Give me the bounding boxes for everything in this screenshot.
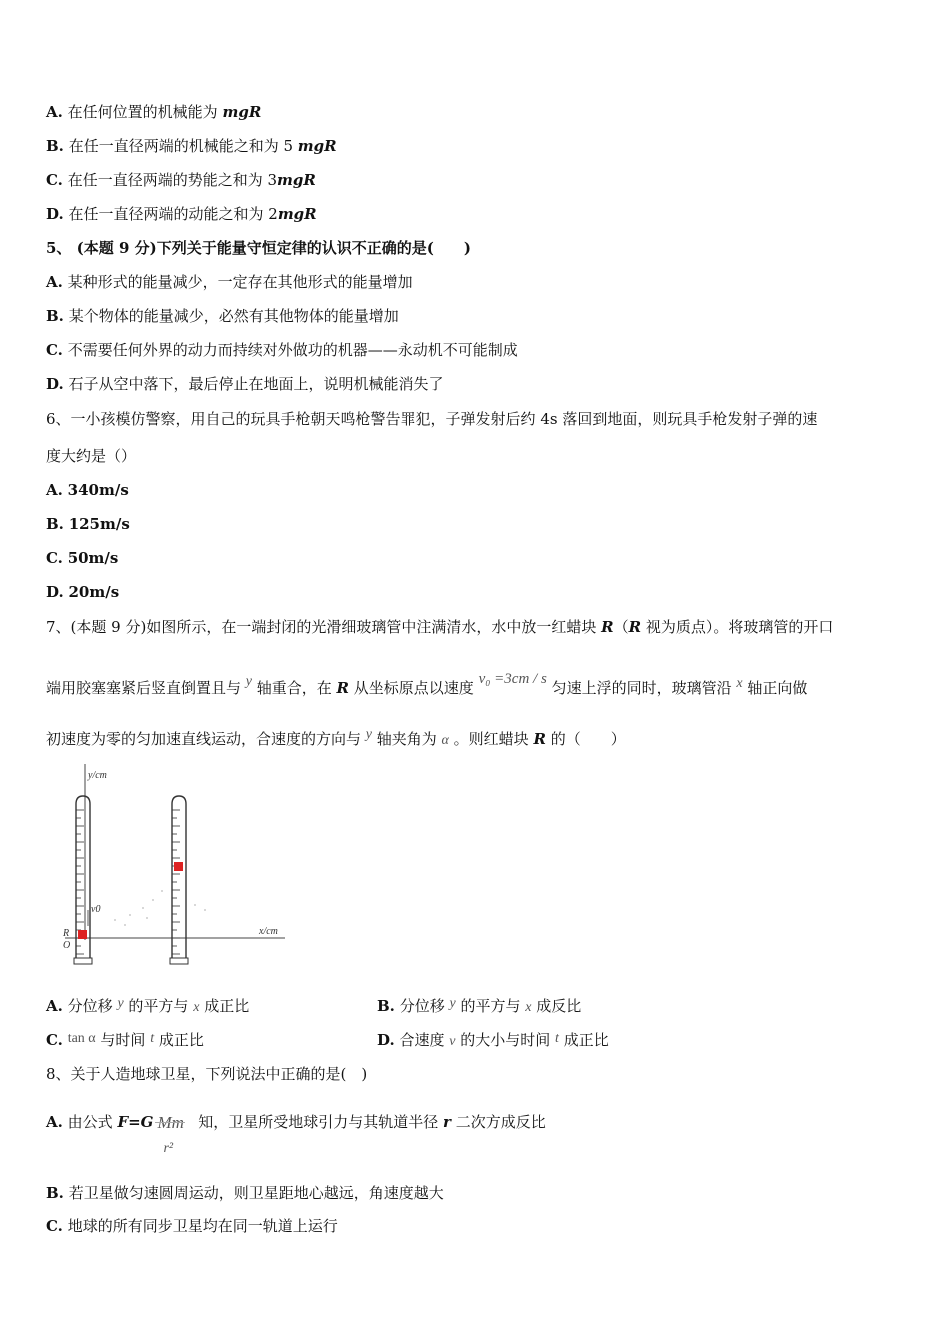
q7-option-c: C. tan α 与时间 t 成正比 bbox=[46, 1031, 204, 1049]
q5-option-d: D. 石子从空中落下，最后停止在地面上，说明机械能消失了 bbox=[46, 375, 444, 393]
q7-figure-glass-tubes bbox=[55, 760, 295, 970]
q8-stem: 8、关于人造地球卫星，下列说法中正确的是( ) bbox=[46, 1065, 368, 1083]
q7-stem-line2: 端用胶塞塞紧后竖直倒置且与 y 轴重合，在 R 从坐标原点以速度 v₀ =3cm / s 匀速上浮的同时，玻璃管沿 x 轴正向做 bbox=[46, 671, 808, 697]
y-axis-label: y/cm bbox=[88, 770, 107, 781]
origin-label: O bbox=[63, 940, 71, 951]
trajectory-dots bbox=[114, 890, 206, 926]
q6-stem-line2: 度大约是（） bbox=[46, 447, 137, 465]
red-wax-block-start bbox=[78, 930, 87, 939]
q4-option-a: A. 在任何位置的机械能为 mgR bbox=[46, 103, 262, 121]
q4-option-b: B. 在任一直径两端的机械能之和为 5 mgR bbox=[46, 137, 337, 155]
q5-stem: 5、 (本题 9 分)下列关于能量守恒定律的认识不正确的是( ) bbox=[46, 239, 471, 257]
q7-option-a: A. 分位移 y 的平方与 x 成正比 bbox=[46, 996, 250, 1015]
q6-option-d: D. 20m/s bbox=[46, 583, 120, 601]
q8-option-b: B. 若卫星做匀速圆周运动，则卫星距地心越远，角速度越大 bbox=[46, 1184, 444, 1202]
q5-option-b: B. 某个物体的能量减少，必然有其他物体的能量增加 bbox=[46, 307, 399, 325]
q8-option-a: A. 由公式 F=G Mm r² 知，卫星所受地球引力与其轨道半径 r 二次方成反比 bbox=[46, 1098, 546, 1147]
glass-tube-right bbox=[170, 796, 188, 964]
gravitation-fraction: Mm r² bbox=[157, 1113, 184, 1156]
red-wax-block-moved bbox=[174, 862, 183, 871]
q7-option-d: D. 合速度 v 的大小与时间 t 成正比 bbox=[377, 1031, 609, 1049]
q4-option-d: D. 在任一直径两端的动能之和为 2mgR bbox=[46, 205, 317, 223]
x-axis-label: x/cm bbox=[259, 926, 278, 937]
q7-stem-line3: 初速度为零的匀加速直线运动，合速度的方向与 y 轴夹角为 α 。则红蜡块 R 的（ ） bbox=[46, 727, 626, 748]
r-label: R bbox=[63, 928, 70, 939]
q5-option-c: C. 不需要任何外界的动力而持续对外做功的机器——永动机不可能制成 bbox=[46, 341, 518, 359]
q6-option-b: B. 125m/s bbox=[46, 515, 130, 533]
q5-option-a: A. 某种形式的能量减少，一定存在其他形式的能量增加 bbox=[46, 273, 413, 291]
q7-stem-line1: 7、(本题 9 分)如图所示，在一端封闭的光滑细玻璃管中注满清水，水中放一红蜡块 R（R 视为质点）。将玻璃管的开口 bbox=[46, 618, 834, 636]
q4-option-c: C. 在任一直径两端的势能之和为 3mgR bbox=[46, 171, 316, 189]
q6-option-a: A. 340m/s bbox=[46, 481, 129, 499]
q8-option-c: C. 地球的所有同步卫星均在同一轨道上运行 bbox=[46, 1217, 338, 1235]
q6-option-c: C. 50m/s bbox=[46, 549, 119, 567]
v0-label: v0 bbox=[91, 904, 101, 915]
q7-option-b: B. 分位移 y 的平方与 x 成反比 bbox=[377, 996, 582, 1015]
q6-stem-line1: 6、一小孩模仿警察，用自己的玩具手枪朝天鸣枪警告罪犯，子弹发射后约 4s 落回到地面，则玩具手枪发射子弹的速 bbox=[46, 410, 818, 428]
